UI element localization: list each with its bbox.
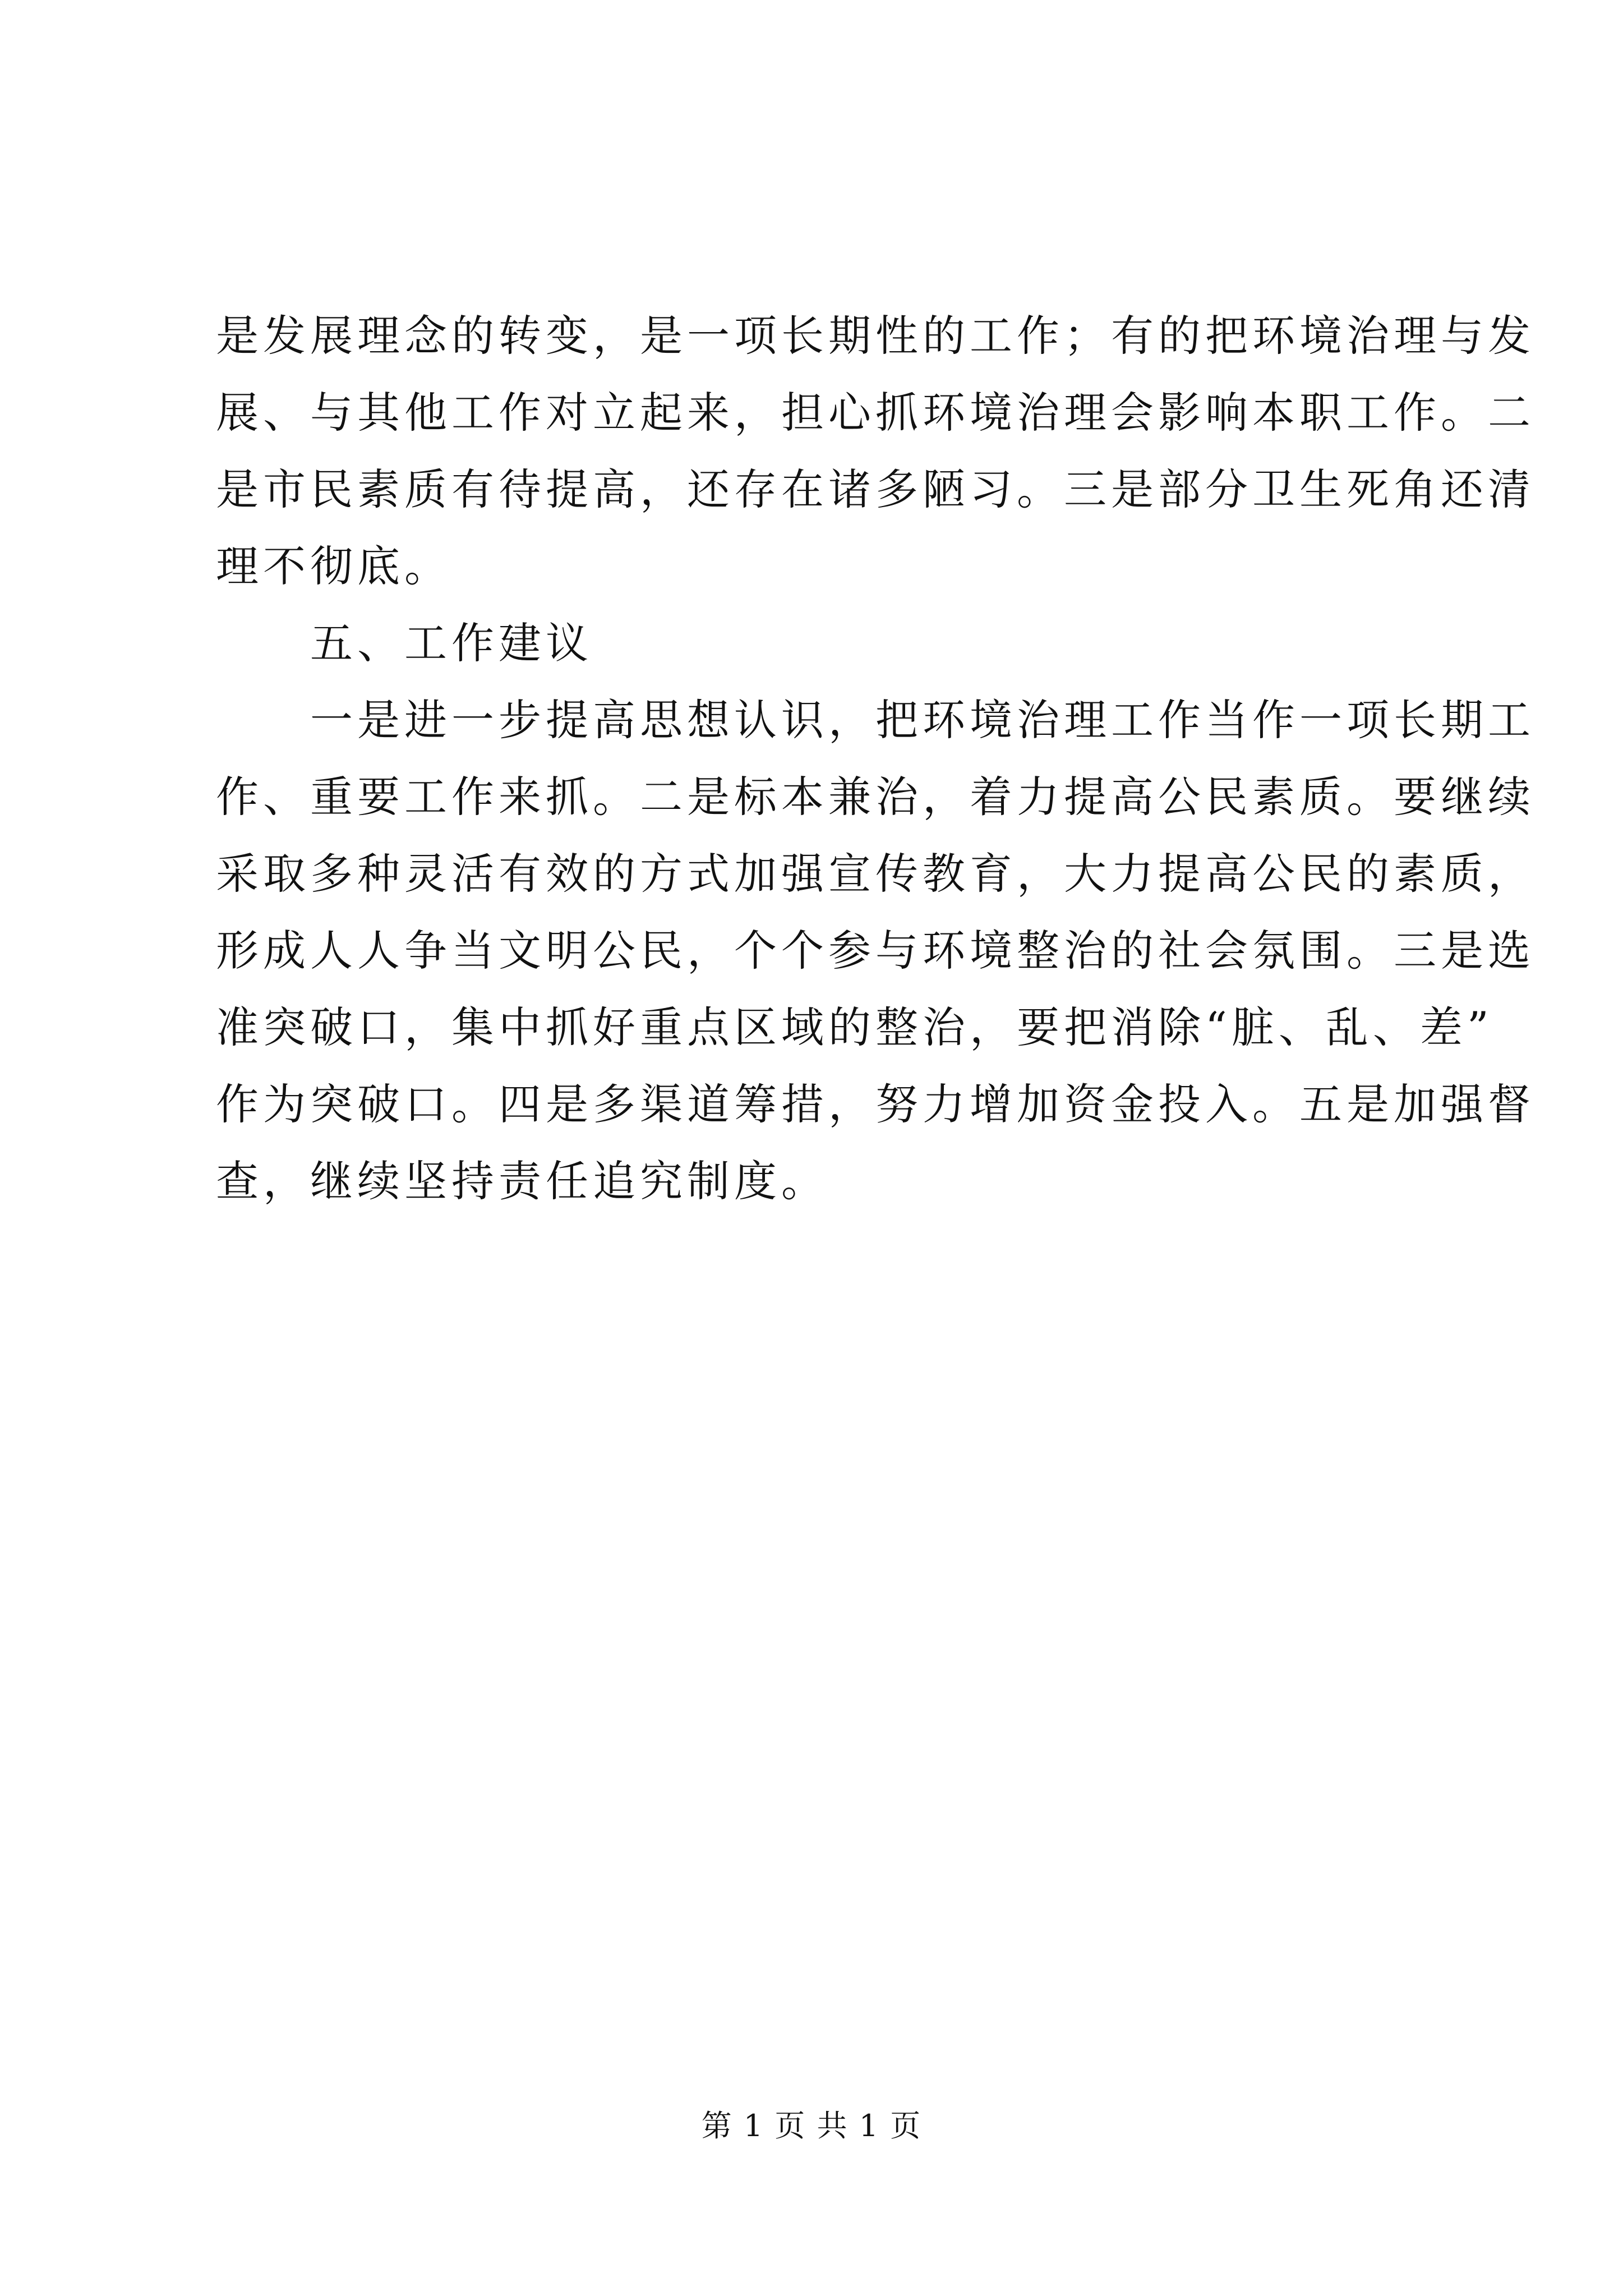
page-number: 第 1 页 共 1 页 [701, 2108, 922, 2143]
section-heading: 五、工作建议 [216, 618, 593, 668]
text-line: 是发展理念的转变，是一项长期性的工作；有的把环境治理与发 [216, 311, 1535, 361]
text-line: 一是进一步提高思想认识，把环境治理工作当作一项长期工 [216, 695, 1535, 745]
text-line: 作为突破口。四是多渠道筹措，努力增加资金投入。五是加强督 [216, 1079, 1535, 1129]
text-line: 是市民素质有待提高，还存在诸多陋习。三是部分卫生死角还清 [216, 464, 1535, 514]
page-footer [0, 2106, 1623, 2146]
text-line: 展、与其他工作对立起来，担心抓环境治理会影响本职工作。二 [216, 388, 1535, 438]
text-line: 作、重要工作来抓。二是标本兼治，着力提高公民素质。要继续 [216, 772, 1535, 822]
text-line: 采取多种灵活有效的方式加强宣传教育，大力提高公民的素质， [216, 849, 1535, 899]
text-line: 形成人人争当文明公民，个个参与环境整治的社会氛围。三是选 [216, 926, 1535, 976]
document-body [216, 297, 1535, 1220]
text-line: 理不彻底。 [216, 541, 451, 591]
text-line: 准突破口，集中抓好重点区域的整治，要把消除“脏、乱、差” [216, 1002, 1493, 1052]
text-line: 查，继续坚持责任追究制度。 [216, 1156, 828, 1206]
